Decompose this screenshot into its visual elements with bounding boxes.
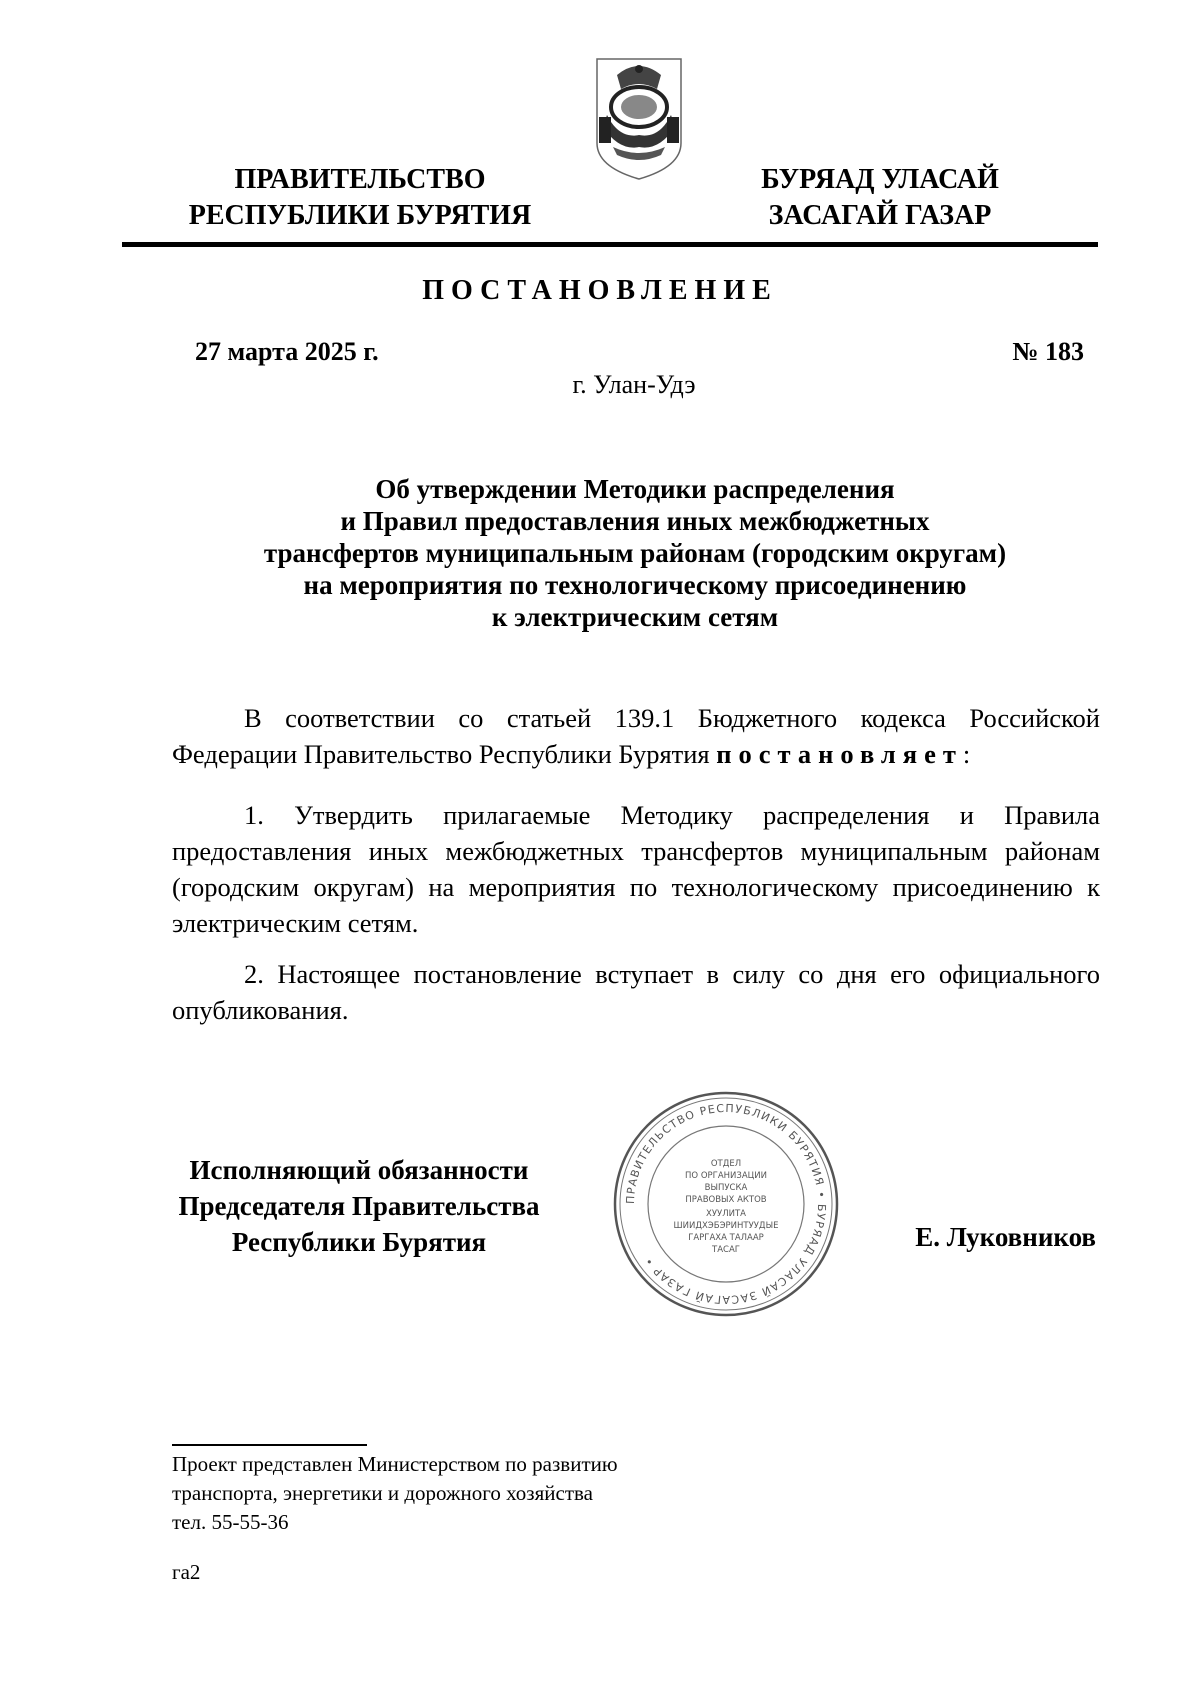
seal-inner-line: ПО ОРГАНИЗАЦИИ	[685, 1171, 767, 1181]
header-left	[170, 162, 550, 234]
footnote-line: Проект представлен Министерством по развитию	[172, 1452, 618, 1476]
position-line: Исполняющий обязанности	[189, 1155, 529, 1185]
preamble-paragraph	[172, 700, 1100, 772]
footnote	[172, 1450, 618, 1537]
document-date: 27 марта 2025 г.	[195, 337, 379, 366]
title-line: к электрическим сетям	[491, 602, 779, 632]
position-line: Председателя Правительства	[178, 1191, 540, 1221]
footnote-divider	[172, 1444, 367, 1446]
header-left-line-1: ПРАВИТЕЛЬСТВО	[234, 164, 486, 195]
preamble-text: В соответствии со статьей 139.1 Бюджетного кодекса Российской Федерации Правительство Республики Бурятия	[172, 703, 1100, 769]
footnote-line: тел. 55-55-36	[172, 1510, 289, 1534]
title-line: на мероприятия по технологическому присоединению	[303, 570, 967, 600]
signatory-position	[168, 1152, 550, 1260]
header-right-line-1: БУРЯАД УЛАСАЙ	[761, 164, 999, 195]
signatory-name: Е. Луковников	[915, 1222, 1096, 1252]
seal-inner-line: ОТДЕЛ	[710, 1159, 742, 1169]
document-city: г. Улан-Удэ	[572, 370, 696, 399]
position-line: Республики Бурятия	[231, 1227, 487, 1257]
header-divider	[122, 242, 1098, 247]
footnote-line: транспорта, энергетики и дорожного хозяйства	[172, 1481, 593, 1505]
official-seal	[612, 1090, 840, 1318]
seal-inner-line: ШИИДХЭБЭРИНТУУДЫЕ	[673, 1221, 779, 1231]
document-title	[170, 473, 1100, 633]
seal-inner-line: ТАСАГ	[712, 1245, 740, 1255]
seal-inner-line: ВЫПУСКА	[704, 1183, 748, 1193]
item-2-paragraph: 2. Настоящее постановление вступает в силу со дня его официального опубликования.	[172, 959, 1100, 1025]
title-line: трансфертов муниципальным районам (городским округам)	[263, 538, 1007, 568]
document-type: ПОСТАНОВЛЕНИЕ	[422, 275, 778, 306]
resolves-word: постановляет	[716, 739, 963, 769]
coat-of-arms-emblem	[589, 55, 689, 183]
seal-inner-line: ХУУЛИТА	[706, 1209, 746, 1219]
header-left-line-2: РЕСПУБЛИКИ БУРЯТИЯ	[188, 200, 532, 231]
header-right-line-2: ЗАСАГАЙ ГАЗАР	[768, 200, 992, 231]
seal-inner-line: ГАРГАХА ТАЛААР	[688, 1233, 764, 1243]
header-right	[720, 162, 1040, 234]
preamble-colon: :	[962, 739, 971, 769]
seal-ring-text: ПРАВИТЕЛЬСТВО РЕСПУБЛИКИ БУРЯТИЯ • БУРЯАД УЛАСАЙ ЗАСАГАЙ ГАЗАР •	[623, 1101, 829, 1307]
seal-inner-line: ПРАВОВЫХ АКТОВ	[685, 1195, 767, 1205]
title-line: Об утверждении Методики распределения	[375, 474, 895, 504]
document-code: га2	[172, 1560, 201, 1584]
title-line: и Правил предоставления иных межбюджетных	[340, 506, 930, 536]
document-number: № 183	[1012, 337, 1084, 366]
item-1-paragraph: 1. Утвердить прилагаемые Методику распределения и Правила предоставления иных межбюджетных трансфертов муниципальным районам (городским округам) на мероприятия по технологическому присоединению к электрическим сетям.	[172, 800, 1100, 938]
